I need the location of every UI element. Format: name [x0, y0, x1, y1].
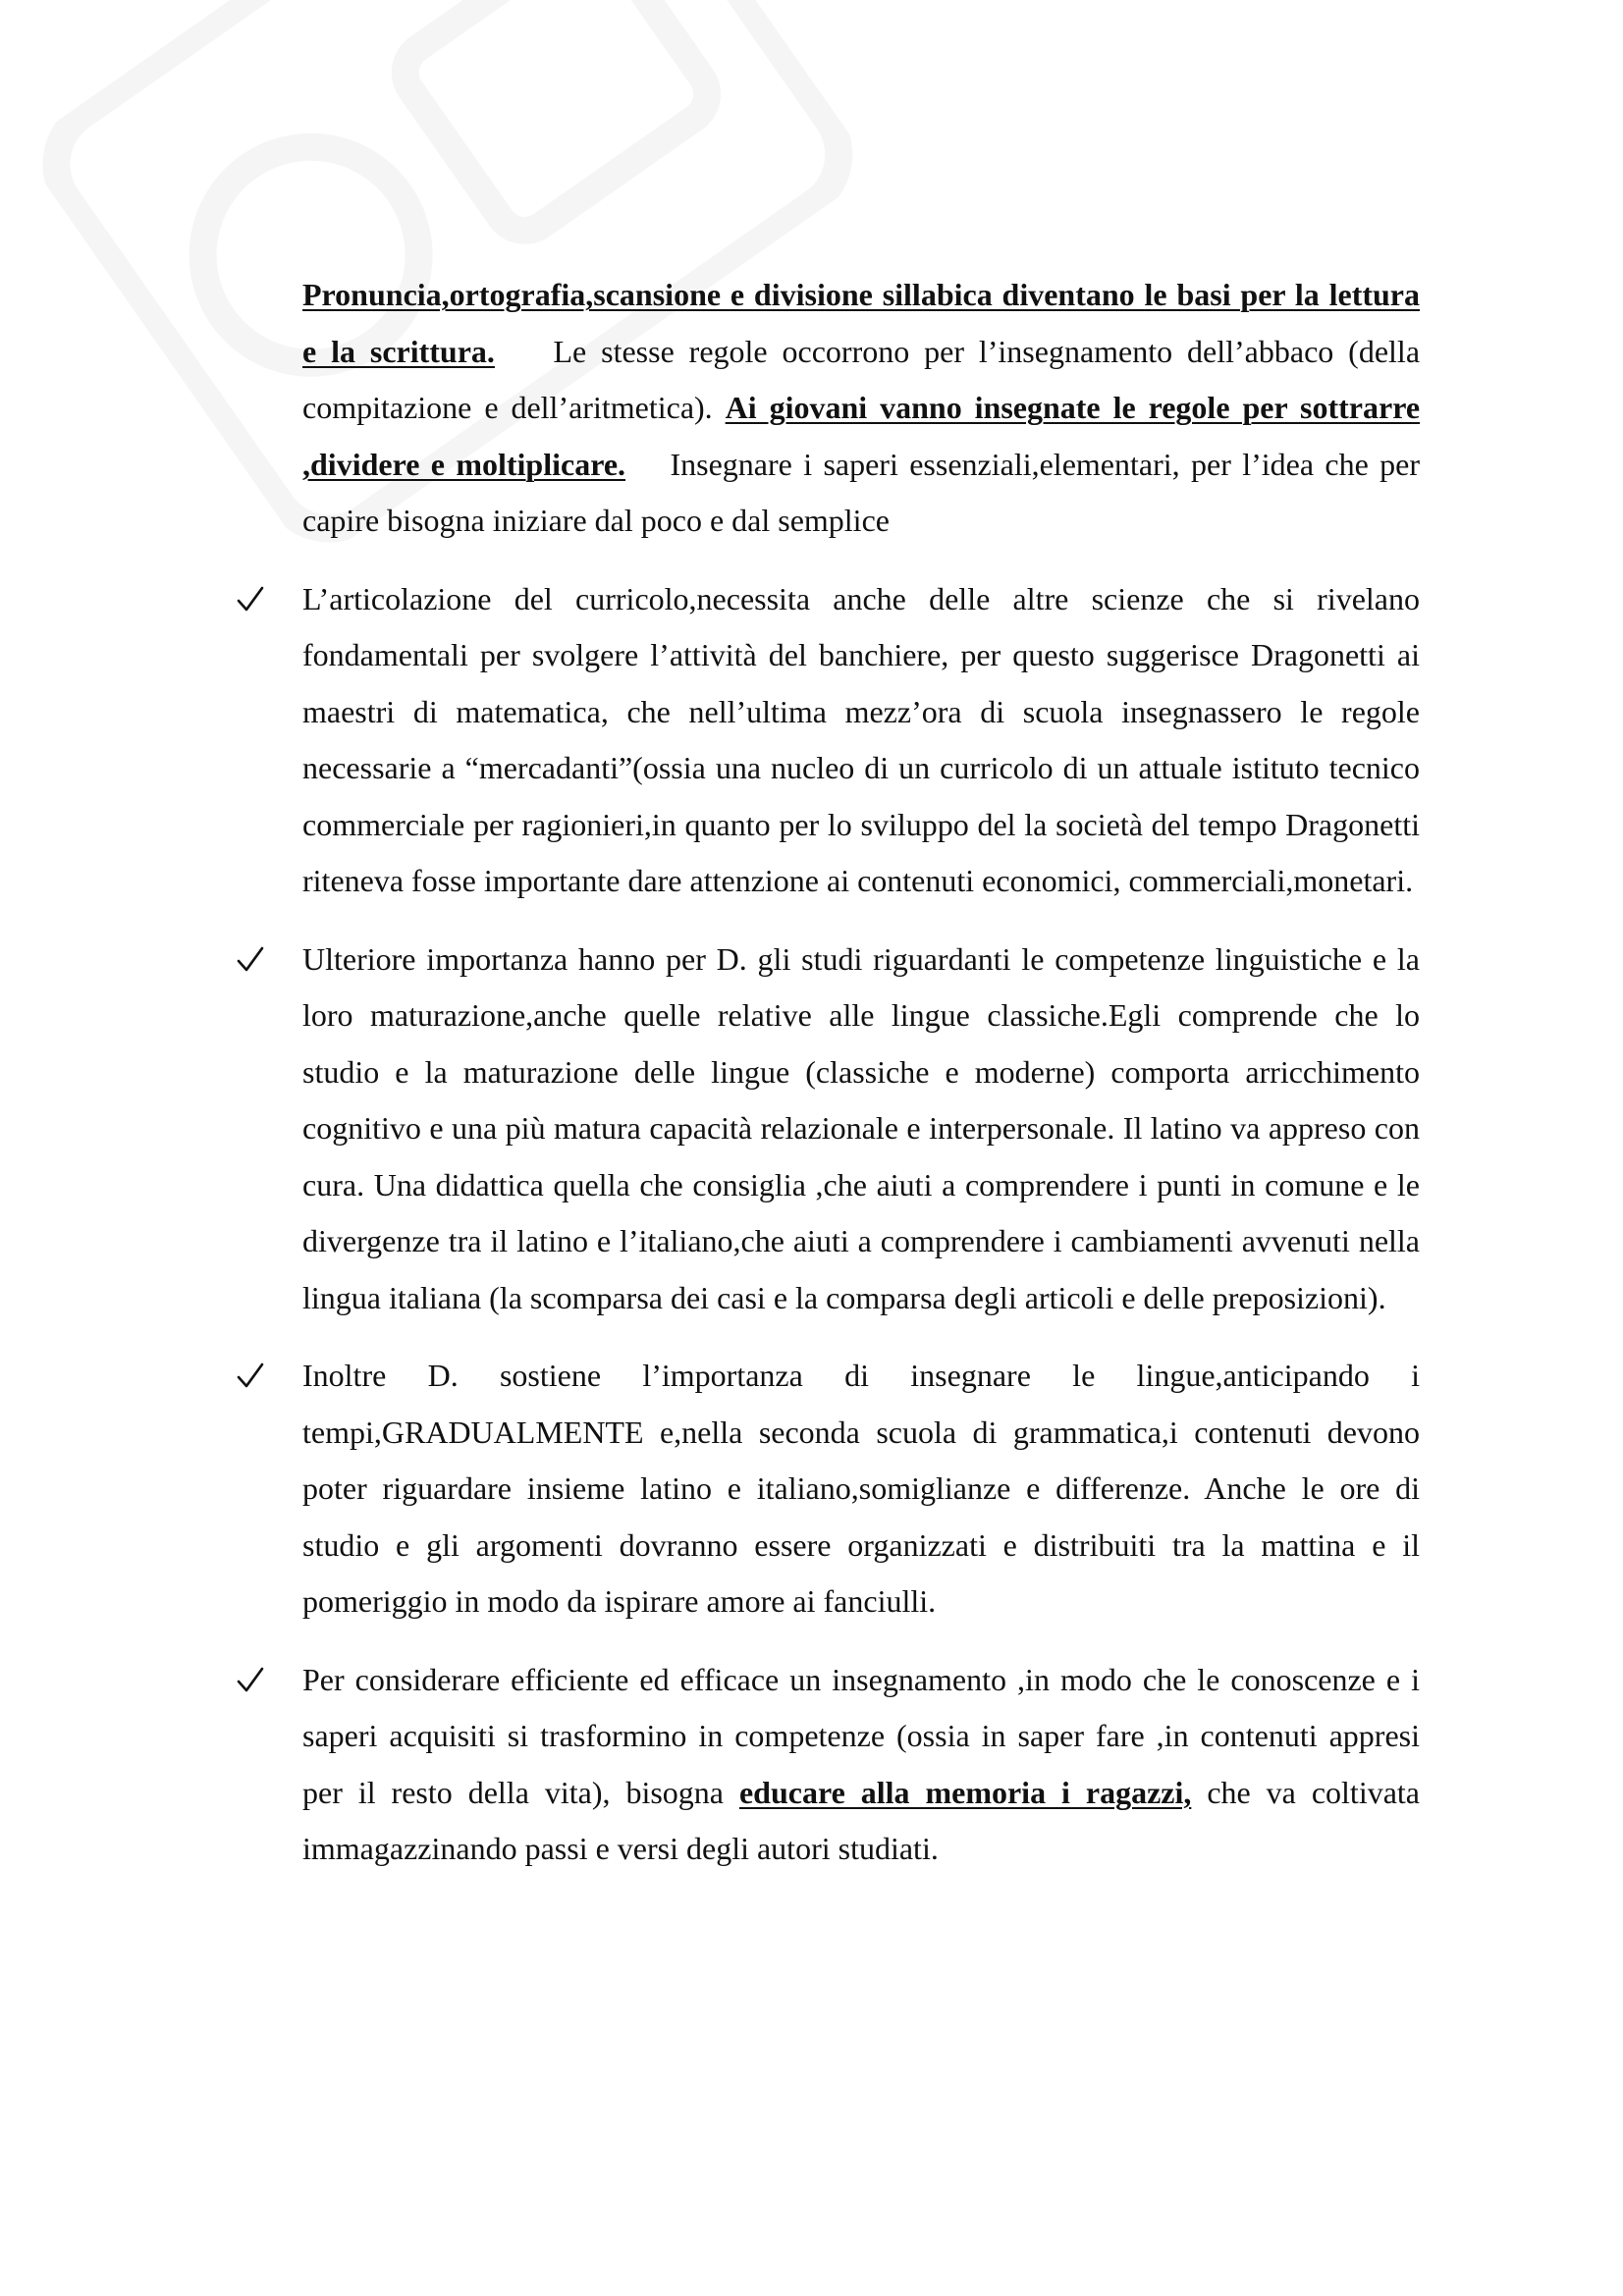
bullet-item-2: [302, 932, 1420, 1327]
bullet-text-3: Inoltre D. sostiene l’importanza di insegnare le lingue,anticipando i tempi,GRADUALMENTE e,nella seconda scuola di grammatica,i contenuti devono poter riguardare insieme latino e italiano,somiglianze e differenze. Anche le ore di studio e gli argomenti dovranno essere organizzati e distribuiti tra la mattina e il pomeriggio in modo da ispirare amore ai fanciulli.: [302, 1358, 1420, 1619]
bullet-text-2: Ulteriore importanza hanno per D. gli studi riguardanti le competenze linguistiche e la loro maturazione,anche quelle relative alle lingue classiche.Egli comprende che lo studio e la maturazione delle lingue (classiche e moderne) comporta arricchimento cognitivo e una più matura capacità relazionale e interpersonale. Il latino va appreso con cura. Una didattica quella che consiglia ,che aiuti a comprendere i punti in comune e le divergenze tra il latino e l’italiano,che aiuti a comprendere i cambiamenti avvenuti nella lingua italiana (la scomparsa dei casi e la comparsa degli articoli e delle preposizioni).: [302, 940, 1420, 1315]
intro-text-2: Insegnare i saperi essenziali,elementari, per l’idea che per capire bisogna iniziare dal poco e dal semplice: [302, 446, 1421, 538]
bullet-item-3: [302, 1348, 1420, 1630]
check-mark-icon: [236, 1652, 265, 1708]
bullet-4-text-pre: Per considerare efficiente ed efficace un insegnamento ,in modo che le conoscenze e i saperi acquisiti si trasformino in competenze (ossia in saper fare ,in contenuti appresi per il resto della vita), bisogna: [302, 1661, 1420, 1810]
intro-paragraph: [302, 267, 1420, 550]
bullet-item-1: [302, 571, 1420, 910]
intro-text-1: Le stesse regole occorrono per l’insegnamento dell’abbaco (della compitazione e dell’aritmetica).: [302, 333, 1421, 425]
check-mark-icon: [236, 571, 265, 627]
check-mark-icon: [236, 1348, 265, 1404]
document-body: [302, 267, 1420, 1878]
bullet-4-emphasis: educare alla memoria i ragazzi,: [738, 1774, 1192, 1810]
bullet-text-4: [302, 1652, 1420, 1878]
intro-emphasis-2: Ai giovani vanno insegnate le regole per sottrarre ,dividere e moltiplicare.: [302, 390, 1421, 482]
bullet-item-4: [302, 1652, 1420, 1878]
check-mark-icon: [236, 932, 265, 988]
intro-emphasis-1: Pronuncia,ortografia,scansione e divisione sillabica diventano le basi per la lettura e la scrittura.: [302, 277, 1420, 369]
bullet-4-text-post: che va coltivata immagazzinando passi e versi degli autori studiati.: [302, 1774, 1420, 1866]
bullet-text-1: L’articolazione del curricolo,necessita anche delle altre scienze che si rivelano fondamentali per svolgere l’attività del banchiere, per questo suggerisce Dragonetti ai maestri di matematica, che nell’ultima mezz’ora di scuola insegnassero le regole necessarie a “mercadanti”(ossia una nucleo di un curricolo di un attuale istituto tecnico commerciale per ragionieri,in quanto per lo sviluppo del la società del tempo Dragonetti riteneva fosse importante dare attenzione ai contenuti economici, commerciali,monetari.: [302, 580, 1420, 898]
